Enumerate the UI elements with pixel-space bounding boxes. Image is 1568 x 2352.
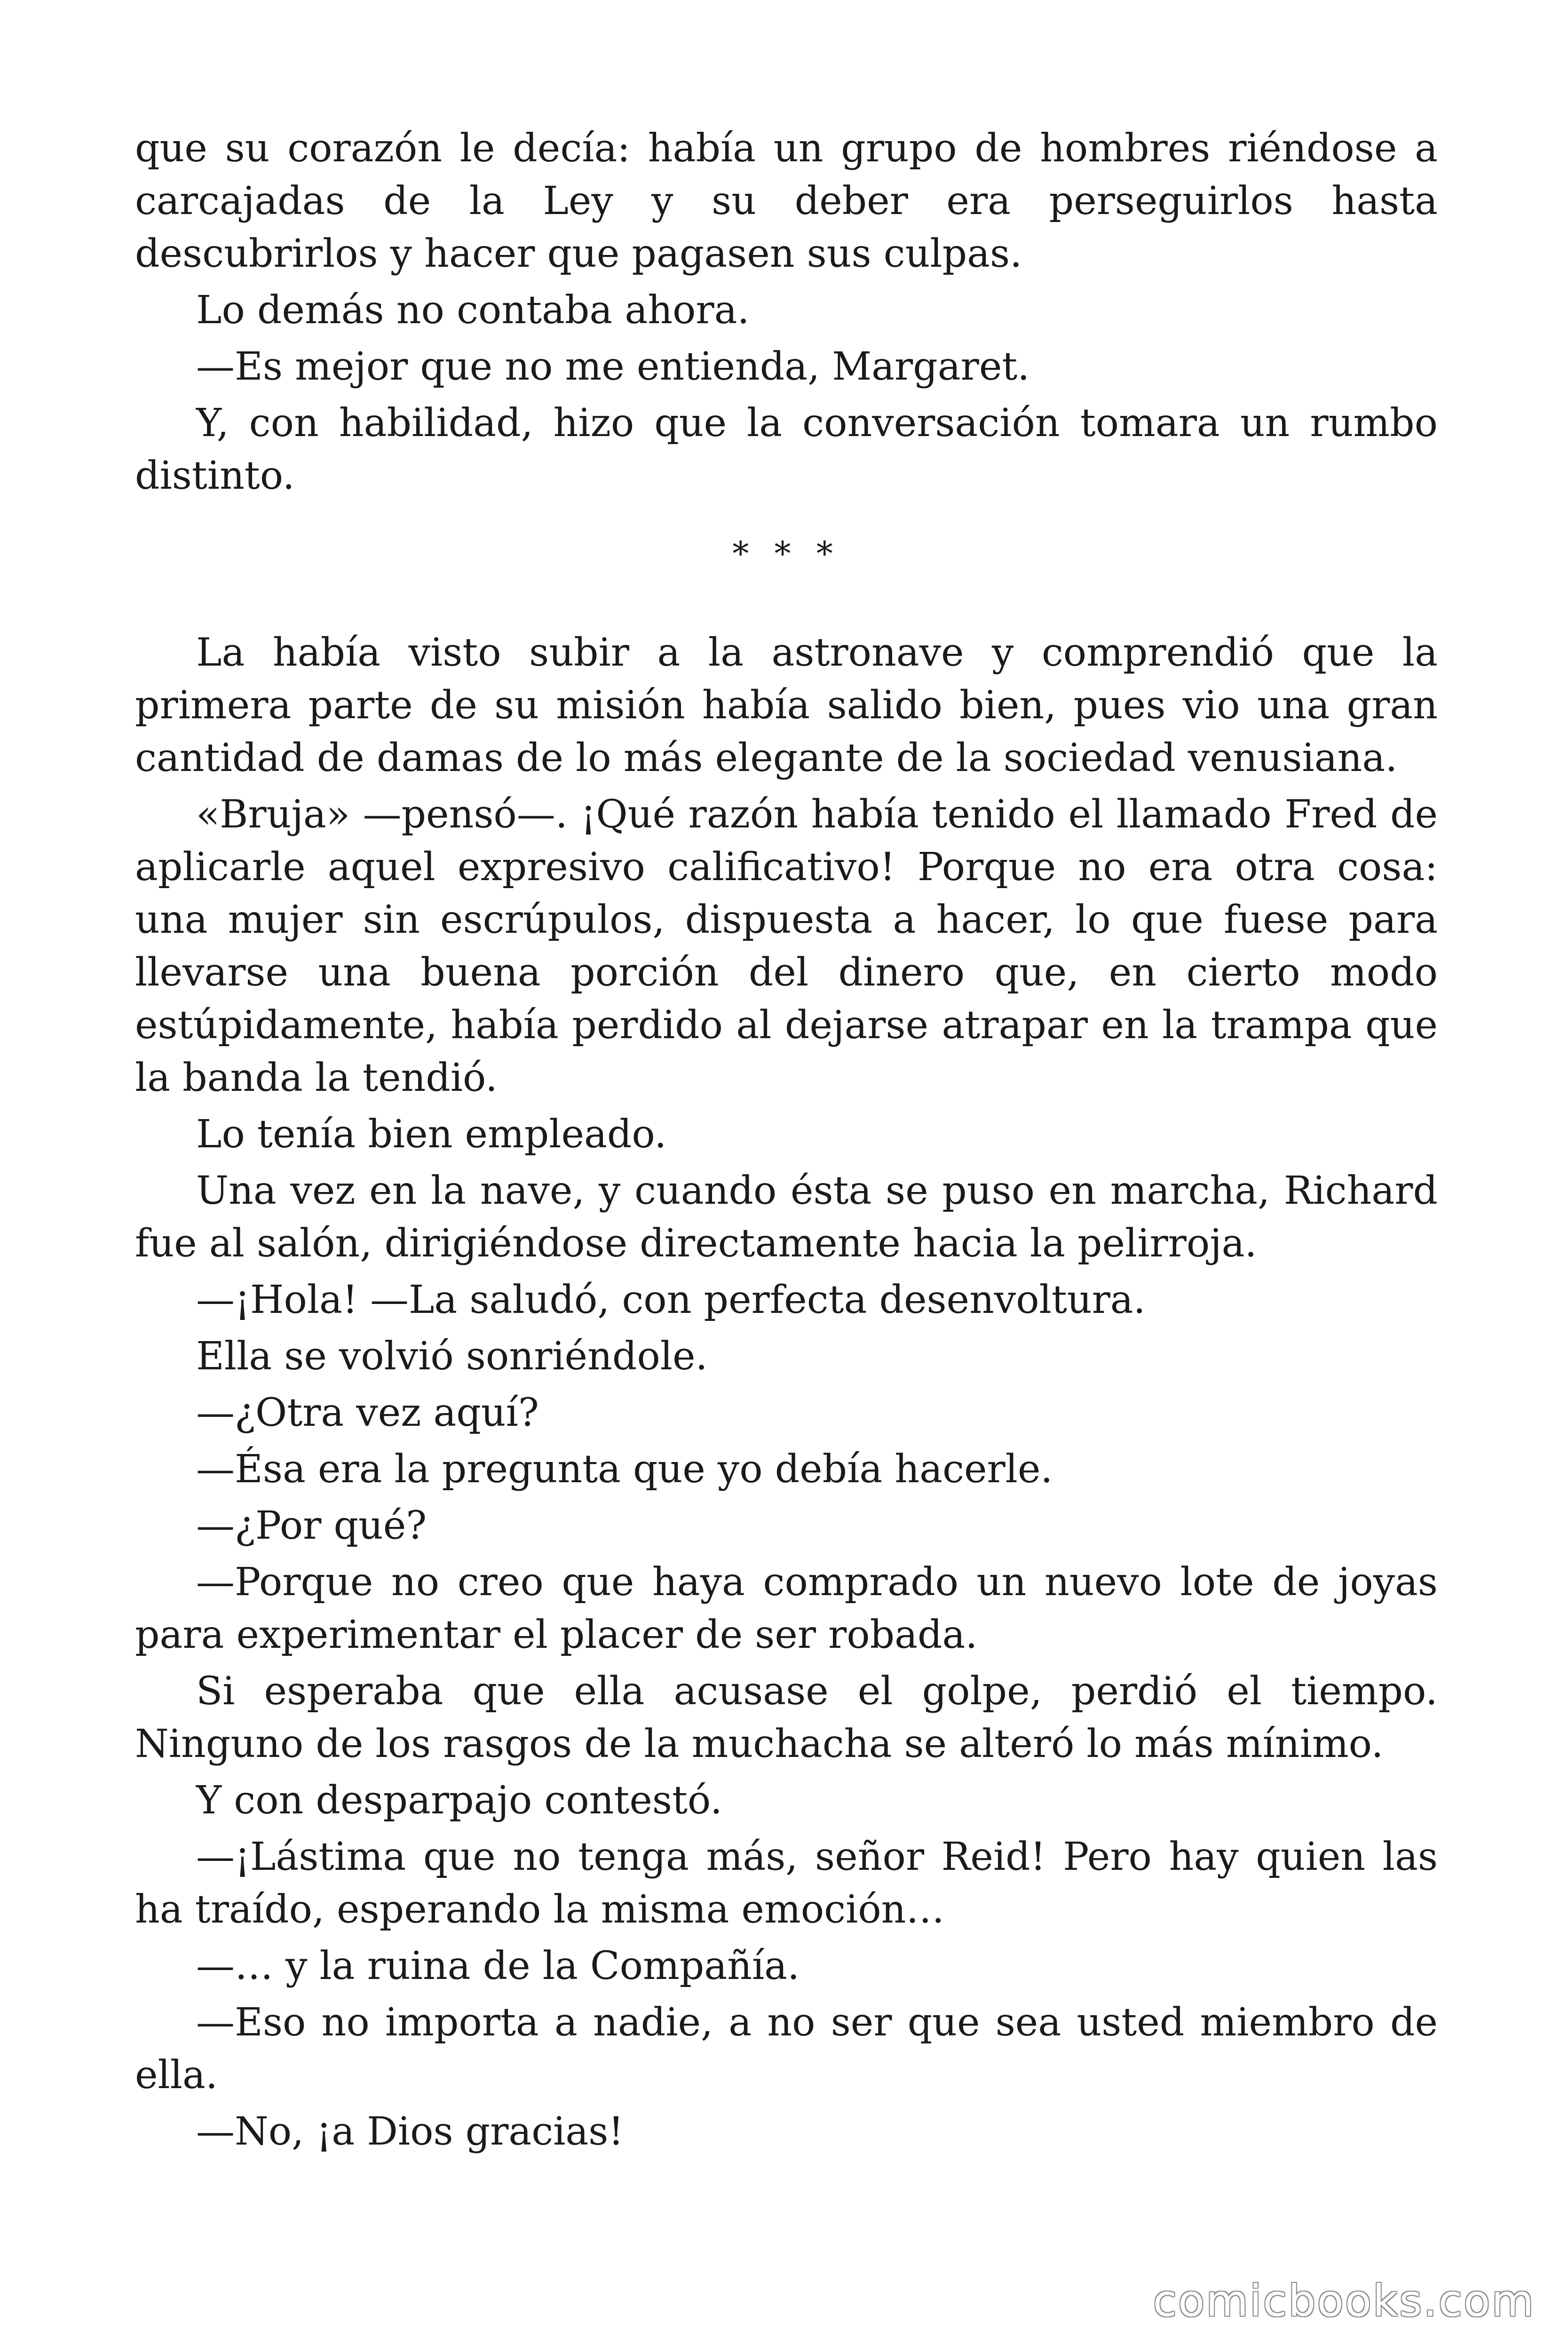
paragraph: Y con desparpajo contestó. <box>196 1778 722 1823</box>
page-text <box>135 122 1438 2162</box>
paragraph: «Bruja» —pensó—. ¡Qué razón había tenido el llamado Fred de aplicarle aquel expresivo calificativo! Porque no era otra cosa: una mujer sin escrúpulos, dispuesta a hacer, lo que fuese para llevarse una buena porción del dinero que, en cierto modo estúpidamente, había perdido al dejarse atrapar en la trampa que la banda la tendió. <box>135 792 1438 1100</box>
watermark: comicbooks.com <box>1153 2276 1535 2326</box>
paragraph: Ella se volvió sonriéndole. <box>196 1334 708 1379</box>
paragraph: —No, ¡a Dios gracias! <box>196 2109 624 2154</box>
paragraph: Y, con habilidad, hizo que la conversación tomara un rumbo distinto. <box>135 401 1438 498</box>
paragraph: Una vez en la nave, y cuando ésta se puso en marcha, Richard fue al salón, dirigiéndose directamente hacia la pelirroja. <box>135 1168 1438 1266</box>
paragraph: —Ésa era la pregunta que yo debía hacerle. <box>196 1447 1053 1492</box>
paragraph: Lo demás no contaba ahora. <box>196 288 750 333</box>
section-separator: * * * <box>732 534 840 573</box>
paragraph: —Eso no importa a nadie, a no ser que sea usted miembro de ella. <box>135 2000 1438 2098</box>
paragraph: Si esperaba que ella acusase el golpe, perdió el tiempo. Ninguno de los rasgos de la muchacha se alteró lo más mínimo. <box>135 1669 1438 1766</box>
paragraph: —Porque no creo que haya comprado un nuevo lote de joyas para experimentar el placer de ser robada. <box>135 1560 1438 1657</box>
paragraph: que su corazón le decía: había un grupo de hombres riéndose a carcajadas de la Ley y su deber era perseguirlos hasta descubrirlos y hacer que pagasen sus culpas. <box>135 126 1438 276</box>
paragraph: Lo tenía bien empleado. <box>196 1112 667 1157</box>
paragraph: —¿Otra vez aquí? <box>196 1391 539 1435</box>
paragraph: —… y la ruina de la Compañía. <box>196 1944 800 1988</box>
paragraph: —Es mejor que no me entienda, Margaret. <box>196 344 1030 389</box>
paragraph: La había visto subir a la astronave y comprendió que la primera parte de su misión había salido bien, pues vio una gran cantidad de damas de lo más elegante de la sociedad venusiana. <box>135 630 1438 780</box>
paragraph: —¡Hola! —La saludó, con perfecta desenvoltura. <box>196 1278 1146 1322</box>
paragraph: —¡Lástima que no tenga más, señor Reid! Pero hay quien las ha traído, esperando la misma emoción… <box>135 1835 1438 1932</box>
paragraph: —¿Por qué? <box>196 1503 427 1548</box>
